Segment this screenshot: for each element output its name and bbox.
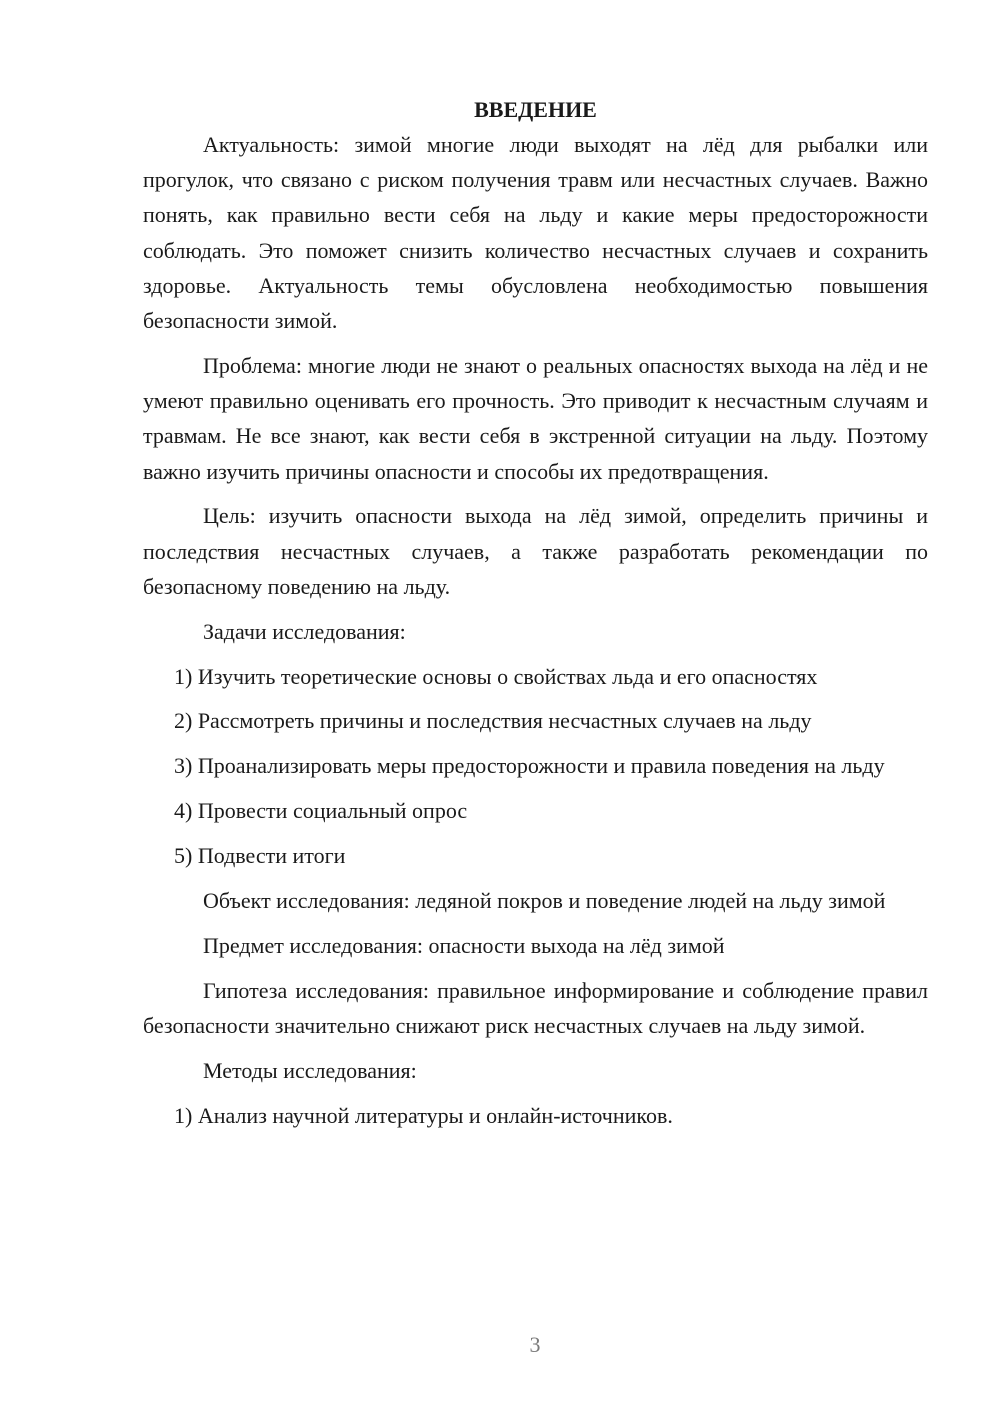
task-item: 1) Изучить теоретические основы о свойствах льда и его опасностях — [174, 663, 818, 689]
paragraph-goal: Цель: изучить опасности выхода на лёд зимой, определить причины и последствия несчастных случаев, а также разработать рекомендации по безопасному поведению на льду. — [143, 503, 928, 599]
paragraph-relevance: Актуальность: зимой многие люди выходят на лёд для рыбалки или прогулок, что связано с риском получения травм или несчастных случаев. Важно понять, как правильно вести себя на льду и какие меры предосторожности соблюдать. Это поможет снизить количество несчастных случаев и сохранить здоровье. Актуальность темы обусловлена необходимостью повышения безопасности зимой. — [143, 132, 928, 334]
task-item: 5) Подвести итоги — [174, 843, 346, 869]
paragraph-problem: Проблема: многие люди не знают о реальных опасностях выхода на лёд и не умеют правильно оценивать его прочность. Это приводит к несчастным случаям и травмам. Не все знают, как вести себя в экстренной ситуации на льду. Поэтому важно изучить причины опасности и способы их предотвращения. — [143, 352, 928, 484]
section-title: ВВЕДЕНИЕ — [474, 97, 597, 122]
document-page — [143, 92, 928, 1143]
paragraph-hypothesis: Гипотеза исследования: правильное информирование и соблюдение правил безопасности значительно снижают риск несчастных случаев на льду зимой. — [143, 977, 928, 1039]
task-item: 4) Провести социальный опрос — [174, 798, 468, 824]
page-number: 3 — [529, 1332, 541, 1357]
paragraph-object: Объект исследования: ледяной покров и поведение людей на льду зимой — [203, 888, 886, 914]
methods-heading: Методы исследования: — [203, 1057, 417, 1083]
tasks-heading: Задачи исследования: — [203, 618, 406, 644]
task-item: 3) Проанализировать меры предосторожности и правила поведения на льду — [174, 753, 885, 779]
method-item: 1) Анализ научной литературы и онлайн-источников. — [174, 1102, 673, 1128]
task-item: 2) Рассмотреть причины и последствия несчастных случаев на льду — [174, 708, 812, 734]
paragraph-subject: Предмет исследования: опасности выхода на лёд зимой — [203, 932, 725, 958]
